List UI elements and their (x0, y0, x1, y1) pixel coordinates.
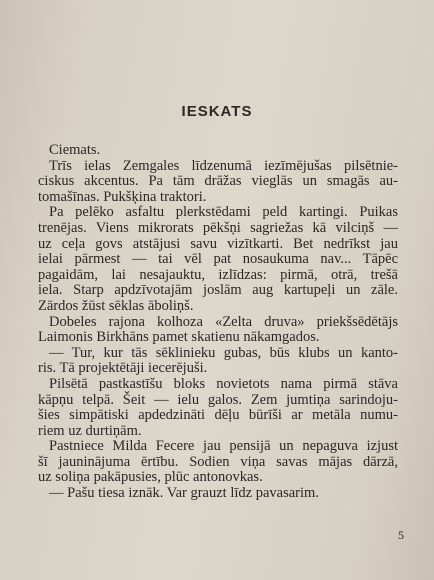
text-line: kāpņu telpā. Šeit — ielu galos. Zem jumtiņa sarindoju- (38, 391, 398, 408)
text-line: šies simpātiski apdedzināti dēļu būrīši ar metāla numu- (38, 407, 398, 424)
text-line: Trīs ielas Zemgales līdzenumā iezīmējušas pilsētnie- (49, 157, 398, 174)
text-line: ielai pārmest — tai vēl pat nosaukuma nav... Tāpēc (38, 251, 398, 268)
text-line: ciskus akcentus. Pa tām drāžas vieglās un smagās au- (38, 173, 398, 190)
text-line: tomašīnas. Pukšķina traktori. (38, 188, 207, 205)
text-line: šī jauninājuma ērtību. Sodien viņa savas mājas dārzā, (38, 453, 398, 470)
text-line: Laimonis Birkhāns pamet skatienu nākamgados. (38, 329, 320, 346)
text-line: iela. Starp apdzīvotajām joslām aug kartupeļi un zāle. (38, 282, 398, 299)
text-line: uz soliņa pakāpusies, plūc antonovkas. (38, 469, 263, 486)
text-line: Pastniece Milda Fecere jau pensijā un nepaguva izjust (49, 438, 398, 455)
text-line: Ciemats. (49, 142, 101, 158)
body-text (38, 143, 398, 502)
text-line: uz ceļa govs atstājusi savu vizītkarti. Bet nedrīkst jau (38, 235, 398, 252)
page-number: 5 (398, 528, 404, 542)
text-line: Zārdos žūst sēklas āboliņš. (38, 297, 194, 314)
text-line: Pilsētā pastkastīšu bloks novietots nama pirmā stāva (49, 375, 398, 392)
text-line: riem uz durtiņām. (38, 422, 142, 439)
text-line: — Tur, kur tās sēklinieku gubas, būs klubs un kanto- (49, 344, 398, 361)
chapter-title: IESKATS (181, 103, 253, 120)
text-line: — Pašu tiesa iznāk. Var grauzt līdz pavasarim. (49, 485, 319, 502)
text-line: ris. Tā projektētāji iecerējuši. (38, 360, 208, 377)
text-line: pagaidām, lai nesajauktu, izlīdzas: pirmā, otrā, trešā (38, 266, 398, 283)
text-line: Pa pelēko asfaltu plerkstēdami peld kartingi. Puikas (49, 204, 398, 221)
text-line: Dobeles rajona kolhoza «Zelta druva» priekšsēdētājs (49, 313, 398, 330)
text-line: trenējas. Viens mikrorats pēkšņi sagriežas kā vilciņš — (38, 219, 398, 236)
